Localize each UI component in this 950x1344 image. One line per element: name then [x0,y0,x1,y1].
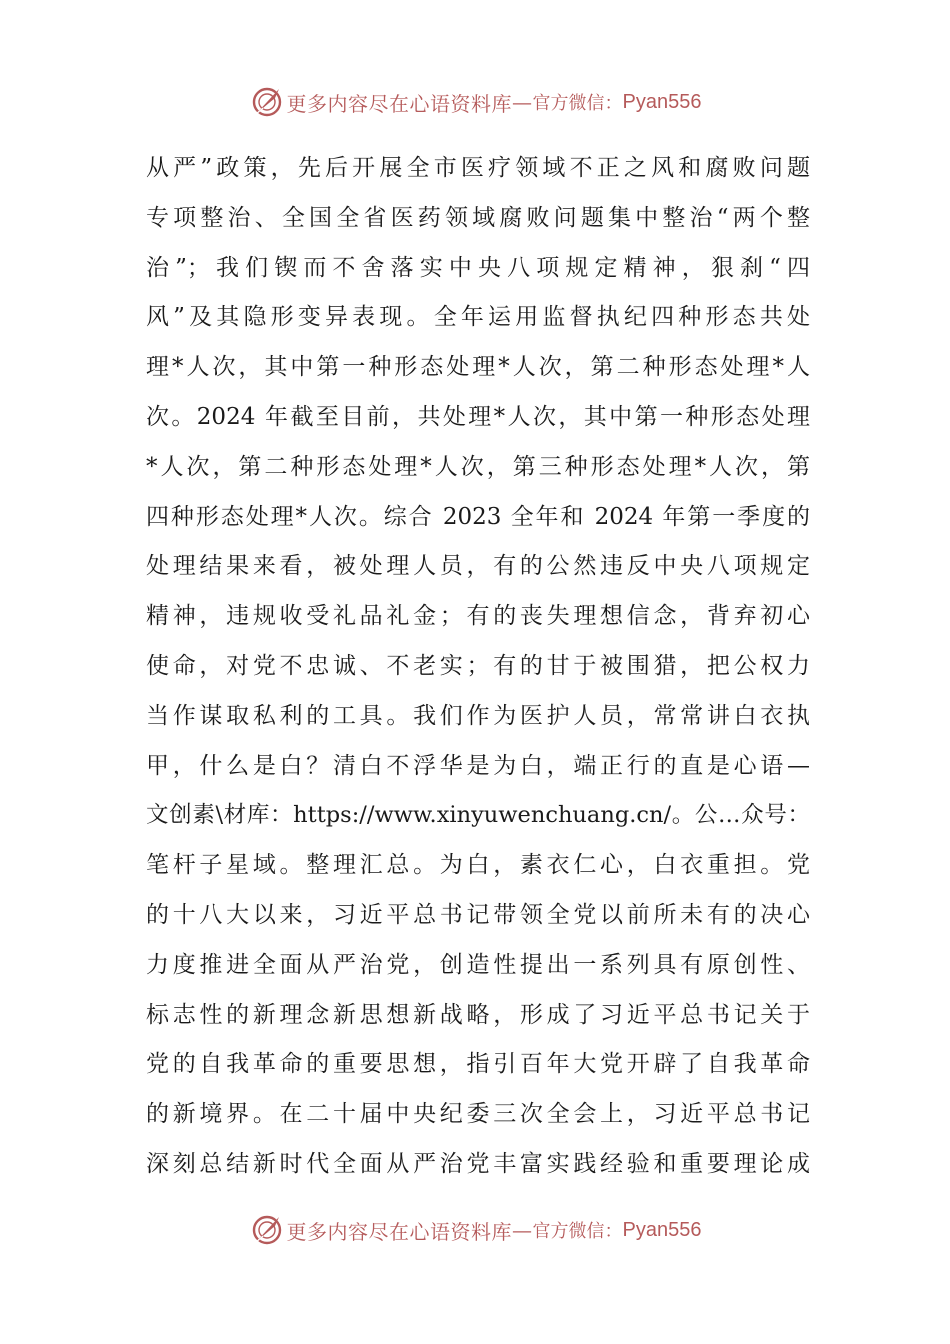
body-line: 风”及其隐形变异表现。全年运用监督执纪四种形态共处 [146,304,810,331]
body-line: 专项整治、全国全省医药领域腐败问题集中整治“两个整 [146,204,810,231]
header-banner [0,82,950,122]
body-line: 处理结果来看，被处理人员，有的公然违反中央八项规定 [146,553,810,580]
body-line: 甲，什么是白？清白不浮华是为白，端正行的直是心语— [146,752,810,779]
document-body [146,144,810,1190]
header-wechat-label: 官方微信： [532,93,623,114]
body-line: 四种形态处理*人次。综合 2023 全年和 2024 年第一季度的 [146,503,810,530]
body-line: 文创素\材库：https://www.xinyuwenchuang.cn/。公…众号： [146,802,810,829]
quill-pen-logo-icon [249,1212,285,1248]
body-line: 深刻总结新时代全面从严治党丰富实践经验和重要理论成 [146,1150,810,1177]
body-line: 当作谋取私利的工具。我们作为医护人员，常常讲白衣执 [146,702,810,729]
body-line: 治”；我们锲而不舍落实中央八项规定精神，狠刹“四 [146,254,810,281]
footer-wechat-label: 官方微信： [532,1221,623,1242]
footer-banner [0,1210,950,1250]
header-brand-text: 更多内容尽在心语资料库 [286,91,513,116]
header-wechat-id: Pyan556 [622,90,702,113]
header-separator: — [512,90,533,114]
body-line: *人次，第二种形态处理*人次，第三种形态处理*人次，第 [146,453,810,480]
body-line: 理*人次，其中第一种形态处理*人次，第二种形态处理*人 [146,354,810,381]
body-line: 标志性的新理念新思想新战略，形成了习近平总书记关于 [146,1001,810,1028]
body-line: 使命，对党不忠诚、不老实；有的甘于被围猎，把公权力 [146,652,810,679]
footer-wechat-id: Pyan556 [622,1218,702,1241]
quill-pen-logo-icon [249,84,285,120]
footer-brand-text: 更多内容尽在心语资料库 [286,1219,513,1244]
body-line: 精神，违规收受礼品礼金；有的丧失理想信念，背弃初心 [146,603,810,630]
body-line: 笔杆子星域。整理汇总。为白，素衣仁心，白衣重担。党 [146,852,810,879]
body-line: 力度推进全面从严治党，创造性提出一系列具有原创性、 [146,951,810,978]
body-line: 党的自我革命的重要思想，指引百年大党开辟了自我革命 [146,1051,810,1078]
body-line: 从严”政策，先后开展全市医疗领域不正之风和腐败问题 [146,155,810,181]
body-line: 的新境界。在二十届中央纪委三次全会上，习近平总书记 [146,1101,810,1128]
footer-separator: — [512,1218,533,1242]
body-line: 次。2024 年截至目前，共处理*人次，其中第一种形态处理 [146,403,810,430]
body-line: 的十八大以来，习近平总书记带领全党以前所未有的决心 [146,901,810,928]
